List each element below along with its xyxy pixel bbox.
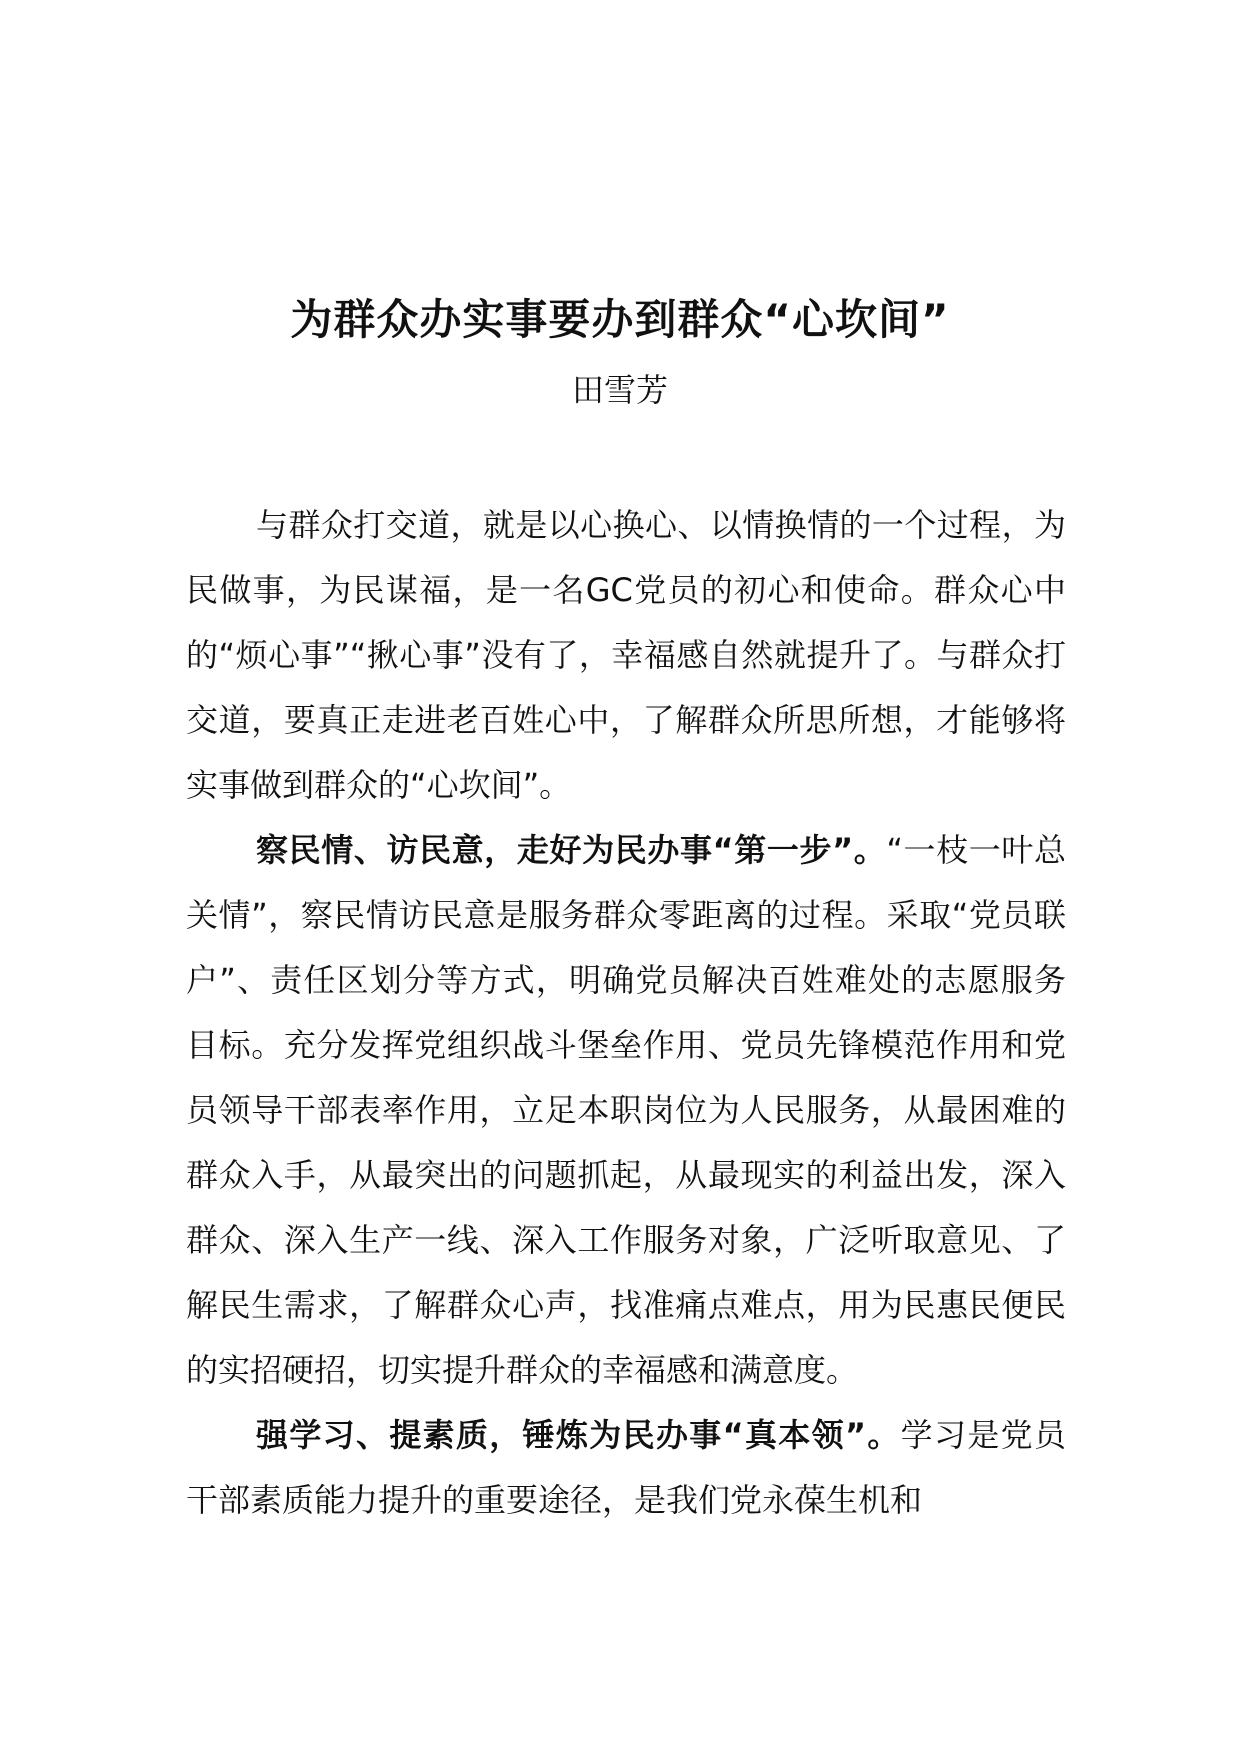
paragraph-text: “一枝一叶总关情”，察民情访民意是服务群众零距离的过程。采取“党员联户”、责任区划分等方式，明确党员解决百姓难处的志愿服务目标。充分发挥党组织战斗堡垒作用、党员先锋模范作用和党员领导干部表率作用，立足本职岗位为人民服务，从最困难的群众入手，从最突出的问题抓起，从最现实的利益出发，深入群众、深入生产一线、深入工作服务对象，广泛听取意见、了解民生需求，了解群众心声，找准痛点难点，用为民惠民便民的实招硬招，切实提升群众的幸福感和满意度。 — [186, 831, 1066, 1389]
paragraph-text: 与群众打交道，就是以心换心、以情换情的一个过程，为民做事，为民谋福，是一名GC党员的初心和使命。群众心中的“烦心事”“揪心事”没有了，幸福感自然就提升了。与群众打交道，要真正走进老百姓心中，了解群众所思所想，才能够将实事做到群众的“心坎间”。 — [186, 506, 1066, 804]
paragraph-real-skills — [186, 1403, 1066, 1533]
author-name: 田雪芳 — [571, 371, 668, 409]
paragraph-lead: 强学习、提素质，锤炼为民办事“真本领”。 — [256, 1416, 901, 1454]
document-body — [186, 493, 1066, 1533]
paragraph-first-step — [186, 818, 1066, 1403]
paragraph-intro — [186, 493, 1066, 818]
document-title: 为群众办实事要办到群众“心坎间” — [290, 295, 950, 344]
paragraph-text: 学习是党员干部素质能力提升的重要途径，是我们党永葆生机和 — [186, 1416, 1066, 1519]
paragraph-lead: 察民情、访民意，走好为民办事“第一步”。 — [256, 831, 887, 869]
